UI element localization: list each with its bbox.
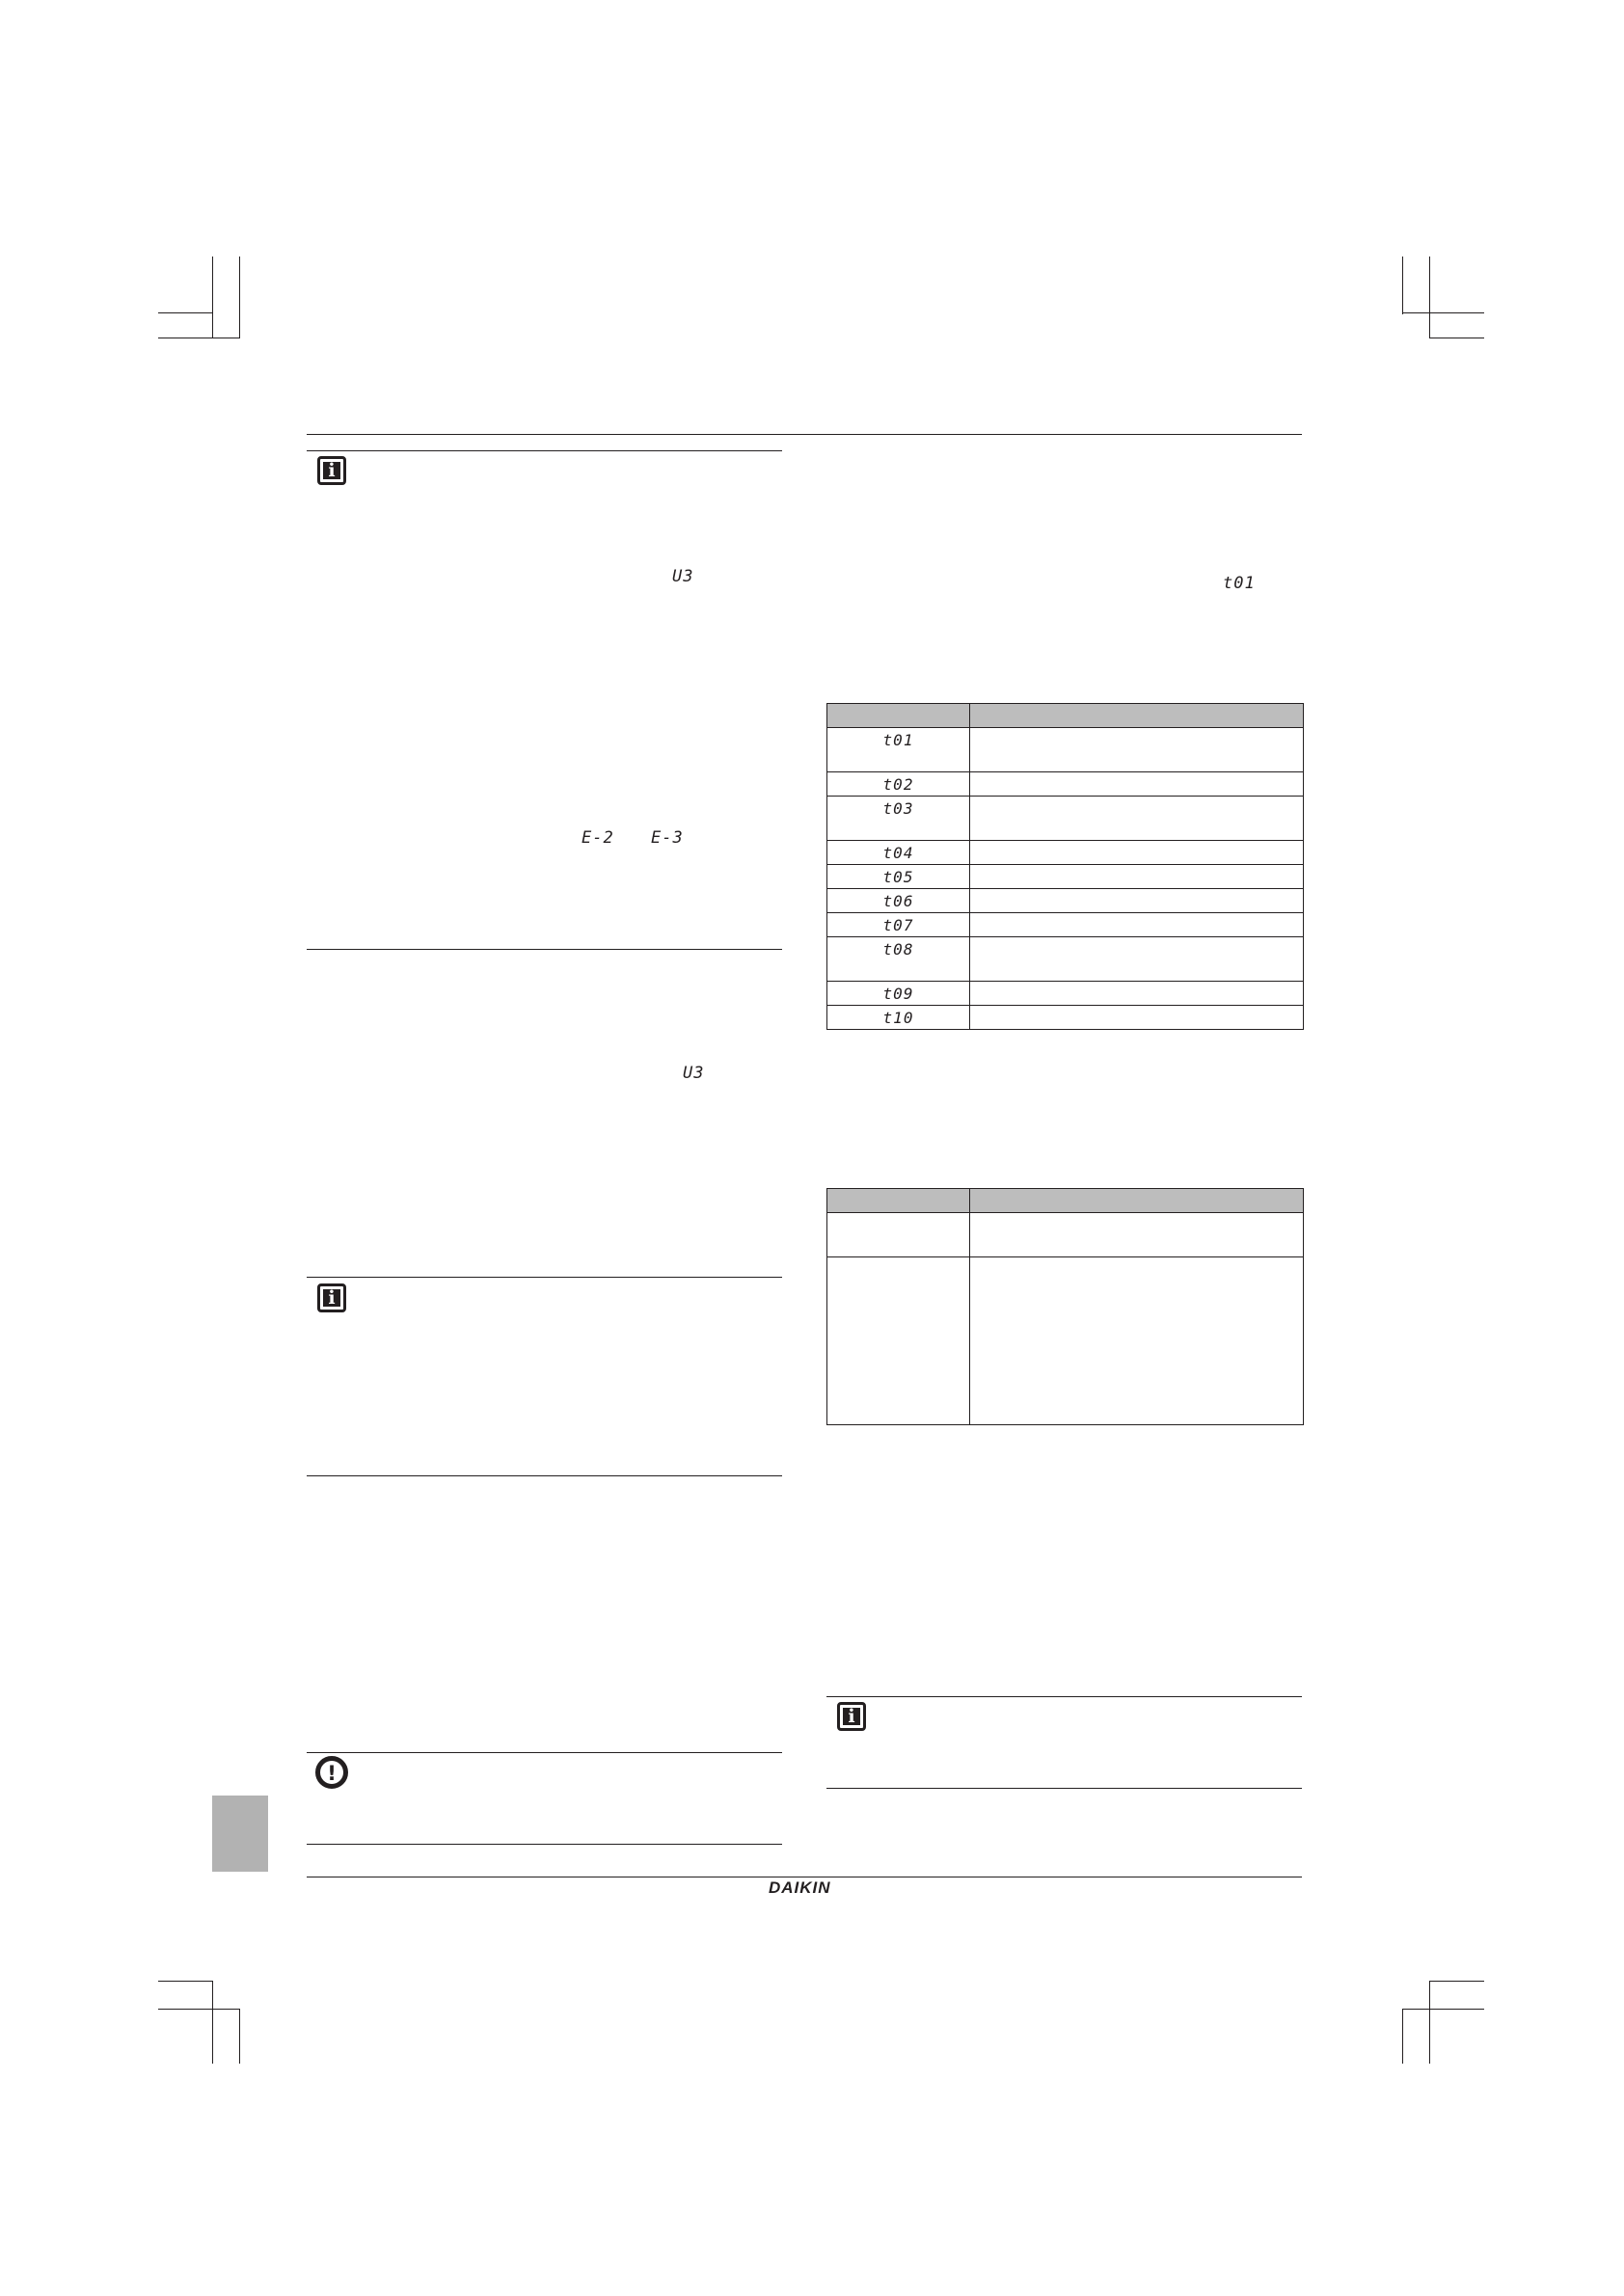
table-row bbox=[827, 1257, 1304, 1425]
crop-mark-tr-v bbox=[1402, 257, 1403, 314]
header-rule bbox=[307, 434, 1302, 435]
code-table-2 bbox=[826, 1188, 1304, 1425]
daikin-logo: DAIKIN bbox=[769, 1878, 831, 1897]
error-code-cell: t02 bbox=[827, 772, 970, 797]
description-cell bbox=[970, 841, 1304, 865]
description-cell bbox=[970, 982, 1304, 1006]
error-code-cell: t06 bbox=[827, 889, 970, 913]
error-code-cell: t03 bbox=[827, 797, 970, 841]
table-row bbox=[827, 841, 1304, 865]
crop-mark-br-v2 bbox=[1402, 2009, 1403, 2064]
description-cell bbox=[970, 772, 1304, 797]
description-cell bbox=[970, 937, 1304, 982]
error-code-cell: t08 bbox=[827, 937, 970, 982]
table-row bbox=[827, 982, 1304, 1006]
info-icon: i bbox=[317, 1283, 346, 1312]
crop-mark-bl-v2 bbox=[239, 2009, 240, 2064]
info-note-1-bottom-rule bbox=[307, 949, 782, 950]
table-row bbox=[827, 865, 1304, 889]
info-icon: i bbox=[317, 456, 346, 485]
table-row bbox=[827, 1006, 1304, 1030]
crop-mark-tl-v2 bbox=[212, 257, 213, 338]
warning-note-top-rule bbox=[307, 1752, 782, 1753]
table-cell bbox=[970, 1257, 1304, 1425]
info-note-3-bottom-rule bbox=[826, 1788, 1302, 1789]
crop-mark-br-h bbox=[1429, 1981, 1484, 1982]
table-row bbox=[827, 889, 1304, 913]
chapter-side-tab bbox=[212, 1796, 268, 1872]
table-header-cell bbox=[827, 704, 970, 728]
table-header-row bbox=[827, 1189, 1304, 1213]
info-icon: i bbox=[837, 1702, 866, 1731]
error-code-cell: t04 bbox=[827, 841, 970, 865]
error-code-cell: t05 bbox=[827, 865, 970, 889]
table-header-cell bbox=[970, 1189, 1304, 1213]
table-row bbox=[827, 1213, 1304, 1257]
table-cell bbox=[827, 1257, 970, 1425]
description-cell bbox=[970, 913, 1304, 937]
crop-mark-bl-v bbox=[212, 1981, 213, 2064]
description-cell bbox=[970, 889, 1304, 913]
table-header-cell bbox=[827, 1189, 970, 1213]
crop-mark-br-h2 bbox=[1402, 2009, 1484, 2010]
crop-mark-br-v bbox=[1429, 1981, 1430, 2064]
crop-mark-tr-h bbox=[1402, 312, 1484, 313]
table-cell bbox=[970, 1213, 1304, 1257]
display-code-t01: t01 bbox=[1223, 574, 1256, 593]
crop-mark-tr-v2 bbox=[1429, 257, 1430, 338]
table-cell bbox=[827, 1213, 970, 1257]
info-note-1-top-rule bbox=[307, 450, 782, 451]
table-row bbox=[827, 772, 1304, 797]
description-cell bbox=[970, 728, 1304, 772]
table-row bbox=[827, 728, 1304, 772]
error-code-cell: t07 bbox=[827, 913, 970, 937]
description-cell bbox=[970, 797, 1304, 841]
table-row bbox=[827, 797, 1304, 841]
display-code-e3: E-3 bbox=[651, 828, 684, 848]
display-code-u3: U3 bbox=[683, 1064, 705, 1083]
description-cell bbox=[970, 865, 1304, 889]
error-code-cell: t09 bbox=[827, 982, 970, 1006]
info-note-2-bottom-rule bbox=[307, 1475, 782, 1476]
crop-mark-tl-h bbox=[158, 312, 213, 313]
info-note-3-top-rule bbox=[826, 1696, 1302, 1697]
error-code-cell: t10 bbox=[827, 1006, 970, 1030]
table-header-cell bbox=[970, 704, 1304, 728]
warning-icon: ! bbox=[315, 1756, 348, 1789]
code-table-1 bbox=[826, 703, 1304, 1030]
display-code-e2: E-2 bbox=[582, 828, 614, 848]
crop-mark-tl-v bbox=[239, 257, 240, 338]
table-row bbox=[827, 913, 1304, 937]
table-header-row bbox=[827, 704, 1304, 728]
crop-mark-bl-h2 bbox=[158, 2009, 240, 2010]
description-cell bbox=[970, 1006, 1304, 1030]
display-code-u3: U3 bbox=[672, 567, 694, 586]
error-code-cell: t01 bbox=[827, 728, 970, 772]
warning-note-bottom-rule bbox=[307, 1844, 782, 1845]
table-row bbox=[827, 937, 1304, 982]
crop-mark-bl-h bbox=[158, 1981, 213, 1982]
info-note-2-top-rule bbox=[307, 1277, 782, 1278]
